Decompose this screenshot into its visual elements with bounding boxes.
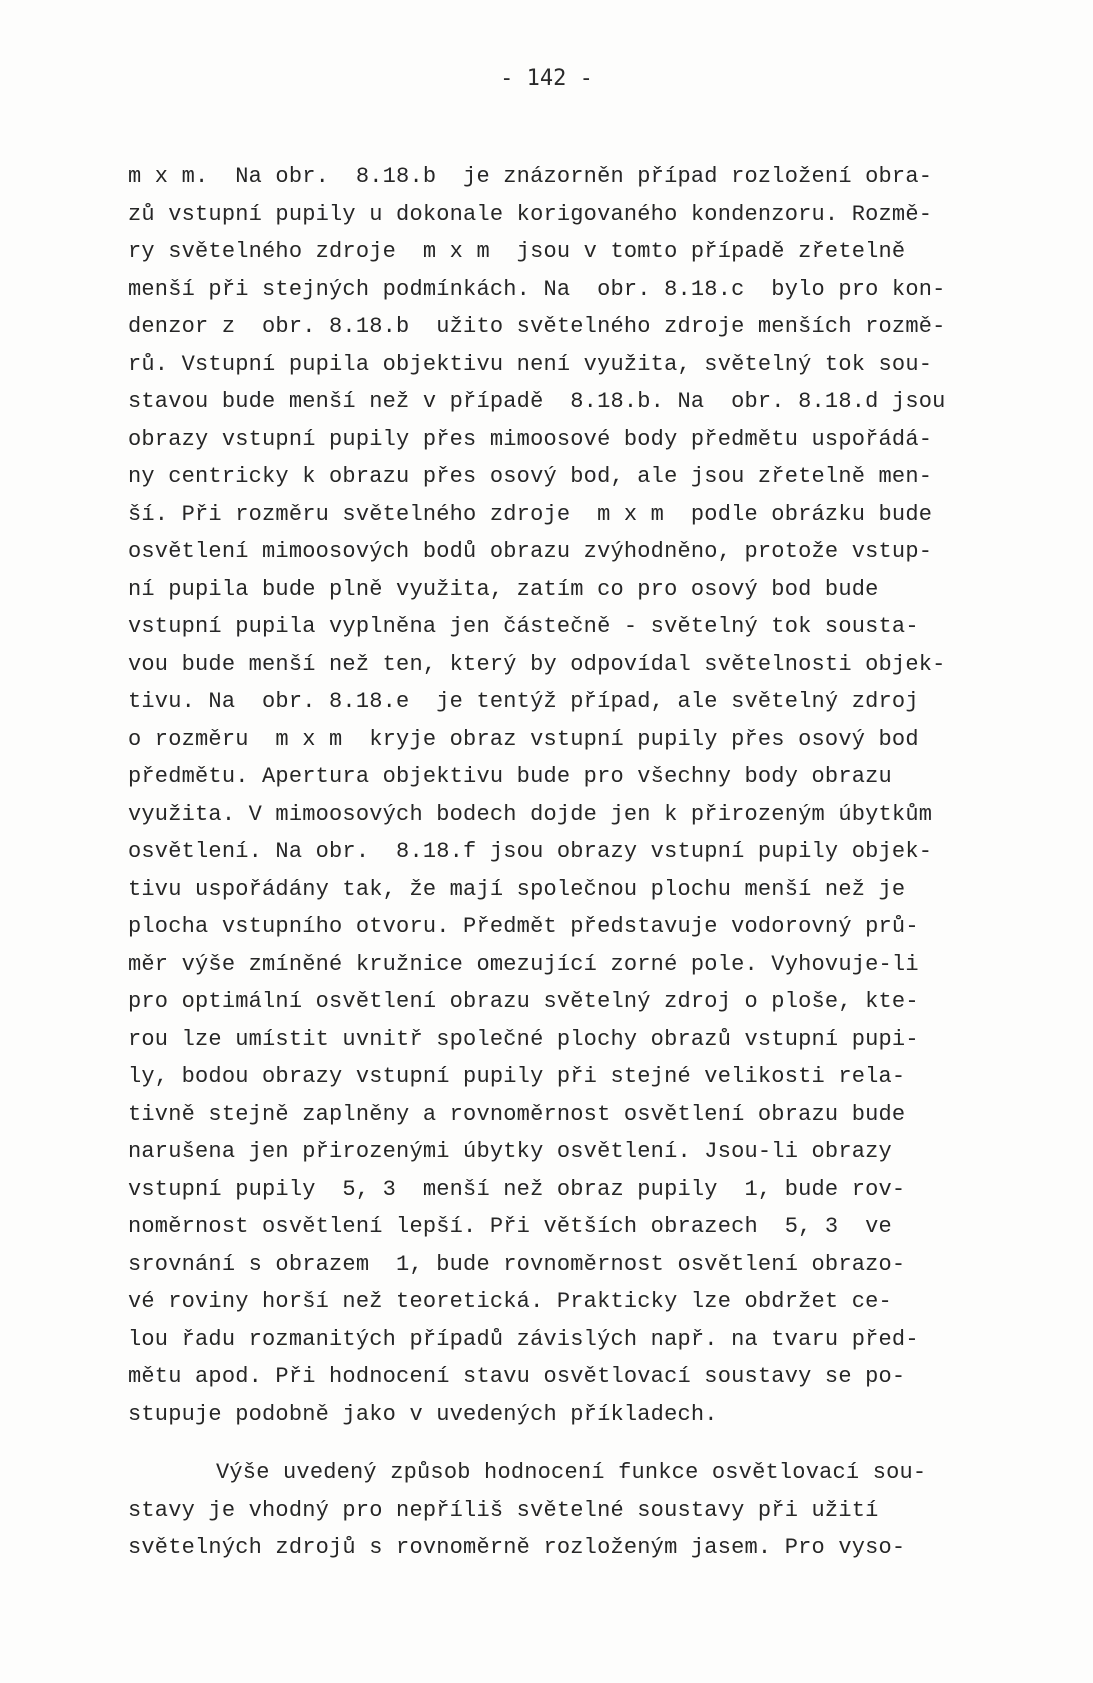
text-line: zů vstupní pupily u dokonale korigovaného kondenzoru. Rozmě- (128, 201, 933, 227)
text-line: narušena jen přirozenými úbytky osvětlení. Jsou-li obrazy (128, 1139, 892, 1164)
text-line: Výše uvedený způsob hodnocení funkce osvětlovací sou- (216, 1460, 927, 1485)
text-line: vé roviny horší než teoretická. Prakticky lze obdržet ce- (128, 1289, 892, 1314)
text-line: noměrnost osvětlení lepší. Při větších obrazech 5, 3 ve (128, 1214, 892, 1239)
body-text (128, 158, 1088, 1567)
text-line: ry světelného zdroje m x m jsou v tomto případě zřetelně (128, 239, 906, 264)
text-line: vou bude menší než ten, který by odpovídal světelnosti objek- (128, 651, 946, 677)
text-line: stavy je vhodný pro nepříliš světelné soustavy při užití (128, 1497, 879, 1523)
text-line: obrazy vstupní pupily přes mimoosové body předmětu uspořádá- (128, 426, 933, 452)
text-line: menší při stejných podmínkách. Na obr. 8.18.c bylo pro kon- (128, 276, 946, 302)
text-line: osvětlení. Na obr. 8.18.f jsou obrazy vstupní pupily objek- (128, 839, 933, 864)
page-number: - 142 - (500, 66, 593, 91)
text-line: mětu apod. Při hodnocení stavu osvětlovací soustavy se po- (128, 1364, 906, 1389)
text-line: rů. Vstupní pupila objektivu není využita, světelný tok sou- (128, 351, 933, 377)
text-line: o rozměru m x m kryje obraz vstupní pupily přes osový bod (128, 726, 919, 752)
text-line: stupuje podobně jako v uvedených příkladech. (128, 1401, 718, 1427)
text-line: srovnání s obrazem 1, bude rovnoměrnost osvětlení obrazo- (128, 1251, 906, 1277)
text-line: rou lze umístit uvnitř společné plochy obrazů vstupní pupi- (128, 1026, 919, 1052)
text-line: denzor z obr. 8.18.b užito světelného zdroje menších rozmě- (128, 314, 946, 339)
text-line: lou řadu rozmanitých případů závislých např. na tvaru před- (128, 1326, 919, 1352)
text-line: měr výše zmíněné kružnice omezující zorné pole. Vyhovuje-li (128, 951, 919, 977)
text-line: předmětu. Apertura objektivu bude pro všechny body obrazu (128, 764, 892, 789)
text-line: m x m. Na obr. 8.18.b je znázorněn případ rozložení obra- (128, 164, 933, 189)
paragraph-gap (128, 1433, 1088, 1454)
text-line: stavou bude menší než v případě 8.18.b. Na obr. 8.18.d jsou (128, 389, 946, 414)
text-line: ší. Při rozměru světelného zdroje m x m podle obrázku bude (128, 501, 933, 527)
text-line: ní pupila bude plně využita, zatím co pro osový bod bude (128, 576, 879, 602)
text-line: využita. V mimoosových bodech dojde jen k přirozeným úbytkům (128, 801, 933, 827)
text-line: vstupní pupila vyplněna jen částečně - světelný tok sousta- (128, 614, 919, 639)
text-line: plocha vstupního otvoru. Předmět představuje vodorovný prů- (128, 914, 919, 939)
paragraph-2 (128, 1454, 1088, 1567)
text-line: ny centricky k obrazu přes osový bod, ale jsou zřetelně men- (128, 464, 933, 489)
text-line: tivně stejně zaplněny a rovnoměrnost osvětlení obrazu bude (128, 1101, 906, 1127)
text-line: ly, bodou obrazy vstupní pupily při stejné velikosti rela- (128, 1064, 906, 1089)
text-line: světelných zdrojů s rovnoměrně rozloženým jasem. Pro vyso- (128, 1535, 906, 1560)
text-line: tivu. Na obr. 8.18.e je tentýž případ, ale světelný zdroj (128, 689, 919, 714)
paragraph-1 (128, 158, 1088, 1433)
text-line: tivu uspořádány tak, že mají společnou plochu menší než je (128, 876, 906, 902)
text-line: vstupní pupily 5, 3 menší než obraz pupily 1, bude rov- (128, 1176, 906, 1202)
text-line: pro optimální osvětlení obrazu světelný zdroj o ploše, kte- (128, 989, 919, 1014)
text-line: osvětlení mimoosových bodů obrazu zvýhodněno, protože vstup- (128, 539, 933, 564)
